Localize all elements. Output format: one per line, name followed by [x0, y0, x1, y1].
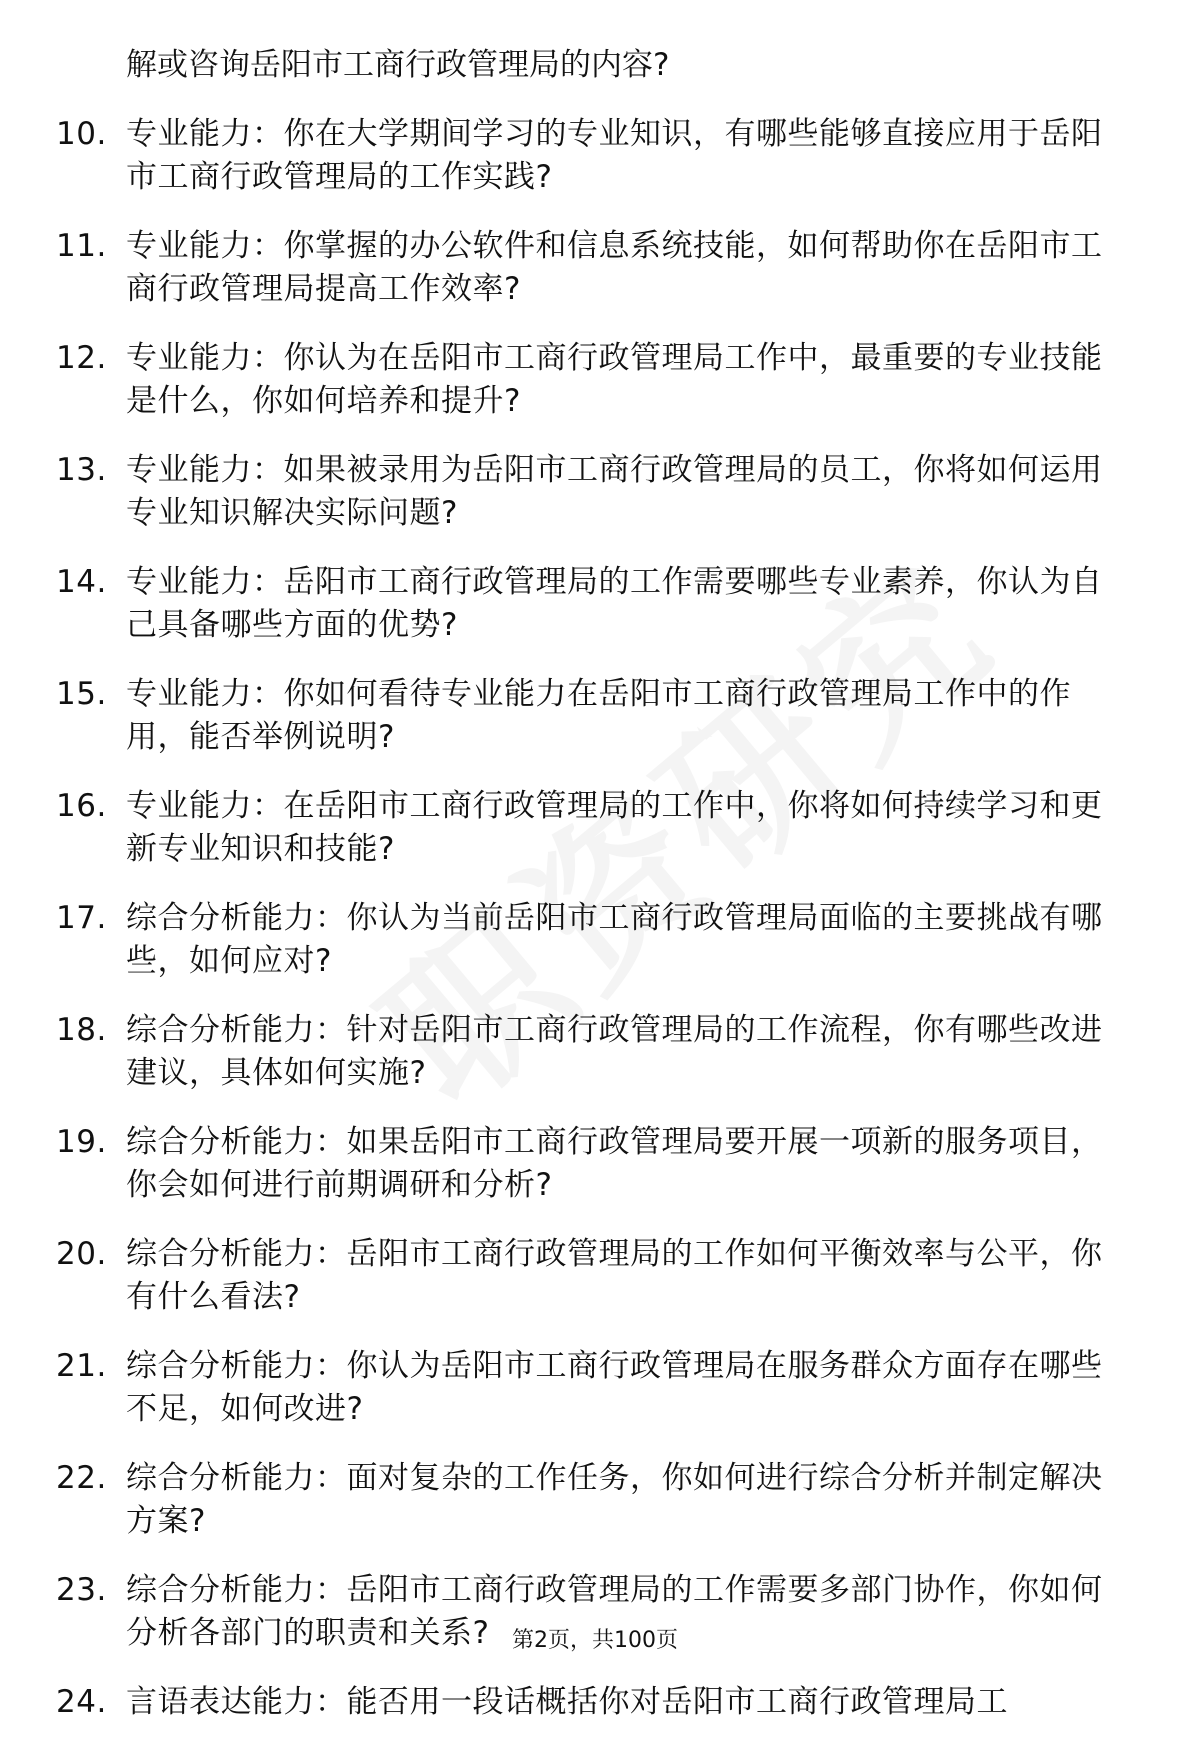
page-footer	[0, 1623, 1190, 1654]
question-number: 16.	[56, 788, 107, 824]
question-text: 专业能力：你如何看待专业能力在岳阳市工商行政管理局工作中的作用，能否举例说明?	[126, 676, 1071, 755]
question-text: 专业能力：你在大学期间学习的专业知识，有哪些能够直接应用于岳阳市工商行政管理局的工作实践?	[126, 116, 1103, 195]
question-item	[56, 1345, 1116, 1431]
question-item	[56, 1009, 1116, 1095]
question-item	[56, 1681, 1116, 1724]
question-item	[56, 561, 1116, 647]
question-number: 22.	[56, 1460, 107, 1496]
question-item	[56, 673, 1116, 759]
question-number: 21.	[56, 1348, 107, 1384]
question-item	[56, 785, 1116, 871]
question-item	[56, 1121, 1116, 1207]
question-number: 10.	[56, 116, 107, 152]
question-text: 专业能力：如果被录用为岳阳市工商行政管理局的员工，你将如何运用专业知识解决实际问题?	[126, 452, 1103, 531]
document-content	[56, 44, 1116, 1750]
question-item	[56, 1457, 1116, 1543]
question-number: 18.	[56, 1012, 107, 1048]
question-text: 专业能力：岳阳市工商行政管理局的工作需要哪些专业素养，你认为自己具备哪些方面的优势?	[126, 564, 1103, 643]
question-item	[56, 1233, 1116, 1319]
question-text: 专业能力：你认为在岳阳市工商行政管理局工作中，最重要的专业技能是什么，你如何培养和提升?	[126, 340, 1103, 419]
question-text: 专业能力：在岳阳市工商行政管理局的工作中，你将如何持续学习和更新专业知识和技能?	[126, 788, 1103, 867]
question-number: 12.	[56, 340, 107, 376]
question-number: 23.	[56, 1572, 107, 1608]
question-text: 综合分析能力：如果岳阳市工商行政管理局要开展一项新的服务项目，你会如何进行前期调研和分析?	[126, 1124, 1103, 1203]
question-number: 17.	[56, 900, 107, 936]
question-item	[56, 337, 1116, 423]
question-text: 综合分析能力：你认为当前岳阳市工商行政管理局面临的主要挑战有哪些，如何应对?	[126, 900, 1103, 979]
continuation-text: 解或咨询岳阳市工商行政管理局的内容?	[126, 47, 670, 83]
question-item	[56, 449, 1116, 535]
question-number: 11.	[56, 228, 107, 264]
question-list	[56, 113, 1116, 1724]
question-number: 13.	[56, 452, 107, 488]
question-number: 20.	[56, 1236, 107, 1272]
question-item	[56, 225, 1116, 311]
question-item	[56, 897, 1116, 983]
question-number: 14.	[56, 564, 107, 600]
question-text: 综合分析能力：你认为岳阳市工商行政管理局在服务群众方面存在哪些不足，如何改进?	[126, 1348, 1103, 1427]
question-number: 15.	[56, 676, 107, 712]
page-number-label: 第2页，共100页	[512, 1628, 678, 1653]
question-text: 综合分析能力：面对复杂的工作任务，你如何进行综合分析并制定解决方案?	[126, 1460, 1103, 1539]
question-text: 言语表达能力：能否用一段话概括你对岳阳市工商行政管理局工	[126, 1684, 1008, 1720]
question-text: 综合分析能力：岳阳市工商行政管理局的工作需要多部门协作，你如何分析各部门的职责和关系?	[126, 1572, 1103, 1651]
question-text: 综合分析能力：针对岳阳市工商行政管理局的工作流程，你有哪些改进建议，具体如何实施?	[126, 1012, 1103, 1091]
question-text: 专业能力：你掌握的办公软件和信息系统技能，如何帮助你在岳阳市工商行政管理局提高工作效率?	[126, 228, 1103, 307]
question-item	[56, 113, 1116, 199]
question-number: 19.	[56, 1124, 107, 1160]
question-text: 综合分析能力：岳阳市工商行政管理局的工作如何平衡效率与公平，你有什么看法?	[126, 1236, 1103, 1315]
question-number: 24.	[56, 1684, 107, 1720]
